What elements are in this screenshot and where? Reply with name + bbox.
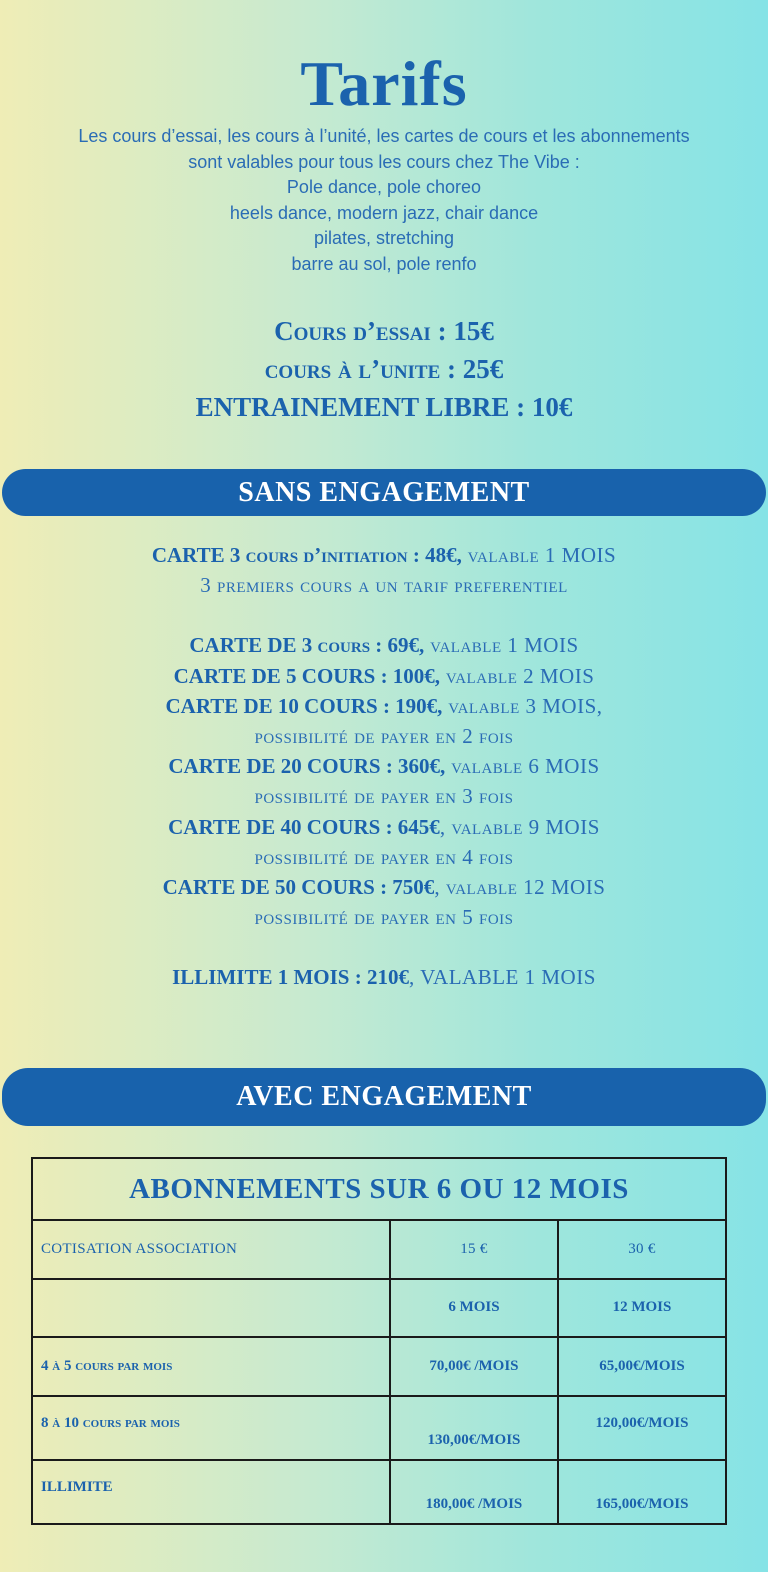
cell-6-months: 70,00€ /MOIS bbox=[390, 1337, 558, 1396]
cell-12-months: 30 € bbox=[558, 1220, 726, 1279]
table-row bbox=[32, 1220, 726, 1279]
row-label bbox=[32, 1279, 390, 1338]
card-note: possibilité de payer en 4 fois bbox=[254, 844, 514, 869]
page-title: Tarifs bbox=[300, 48, 468, 119]
card-validity: , valable 9 MOIS bbox=[439, 814, 600, 839]
single-prices bbox=[0, 312, 768, 426]
intro-text bbox=[0, 124, 768, 277]
card-10 bbox=[0, 691, 768, 721]
intro-line: Les cours d’essai, les cours à l’unité, les cartes de cours et les abonnements bbox=[78, 126, 690, 146]
intro-line: sont valables pour tous les cours chez The Vibe : bbox=[188, 151, 580, 172]
card-note: possibilité de payer en 5 fois bbox=[254, 905, 514, 930]
card-50 bbox=[0, 872, 768, 902]
card-validity: valable 6 MOIS bbox=[445, 754, 600, 779]
cell-6-months: 130,00€/MOIS bbox=[390, 1396, 558, 1460]
card-note: possibilité de payer en 2 fois bbox=[254, 724, 514, 749]
banner-commitment: AVEC ENGAGEMENT bbox=[2, 1068, 766, 1126]
card-list bbox=[0, 540, 768, 993]
card-title: ILLIMITE 1 MOIS : 210€ bbox=[172, 965, 409, 990]
card-title: CARTE 3 cours d’initiation : 48€, bbox=[151, 543, 462, 567]
row-label: ILLIMITE bbox=[32, 1460, 390, 1524]
card-validity: valable 2 MOIS bbox=[440, 663, 595, 688]
table-row bbox=[32, 1396, 726, 1460]
table-row bbox=[32, 1279, 726, 1338]
free-training-price: ENTRAINEMENT LIBRE : 10€ bbox=[195, 392, 573, 422]
table-row bbox=[32, 1460, 726, 1524]
cell-12-months: 120,00€/MOIS bbox=[558, 1396, 726, 1460]
card-validity: valable 1 MOIS bbox=[424, 633, 579, 658]
card-40 bbox=[0, 812, 768, 842]
row-label: 4 à 5 cours par mois bbox=[32, 1337, 390, 1396]
single-class-price: cours à l’unite : 25€ bbox=[264, 354, 504, 384]
card-title: CARTE DE 20 COURS : 360€, bbox=[168, 754, 446, 779]
row-label: 8 à 10 cours par mois bbox=[32, 1396, 390, 1460]
card-validity: , VALABLE 1 MOIS bbox=[408, 965, 596, 990]
card-title: CARTE DE 5 COURS : 100€, bbox=[173, 663, 441, 688]
cell-12-months: 165,00€/MOIS bbox=[558, 1460, 726, 1524]
card-20 bbox=[0, 751, 768, 781]
card-5 bbox=[0, 661, 768, 691]
banner-no-commitment: SANS ENGAGEMENT bbox=[2, 469, 766, 516]
card-initiation bbox=[0, 540, 768, 570]
card-title: CARTE DE 10 COURS : 190€, bbox=[165, 693, 443, 718]
card-3 bbox=[0, 630, 768, 660]
table-header-row bbox=[32, 1158, 726, 1220]
cell-6-months: 6 MOIS bbox=[390, 1279, 558, 1338]
card-unlimited bbox=[0, 962, 768, 992]
trial-price: Cours d’essai : 15€ bbox=[274, 316, 494, 346]
card-validity: valable 1 MOIS bbox=[461, 543, 617, 567]
table-row bbox=[32, 1337, 726, 1396]
card-title: CARTE DE 50 COURS : 750€ bbox=[162, 875, 435, 900]
intro-line: pilates, stretching bbox=[313, 228, 455, 248]
intro-line: Pole dance, pole choreo bbox=[286, 177, 482, 197]
row-label: COTISATION ASSOCIATION bbox=[32, 1220, 390, 1279]
subscription-table bbox=[31, 1157, 727, 1525]
card-validity: , valable 12 MOIS bbox=[434, 875, 606, 900]
intro-line: barre au sol, pole renfo bbox=[291, 253, 477, 274]
card-validity: valable 3 MOIS, bbox=[442, 693, 603, 718]
card-note: 3 premiers cours a un tarif preferentiel bbox=[200, 573, 568, 598]
card-note: possibilité de payer en 3 fois bbox=[254, 784, 514, 809]
table-heading: ABONNEMENTS SUR 6 OU 12 MOIS bbox=[32, 1158, 726, 1220]
card-title: CARTE DE 3 cours : 69€, bbox=[189, 633, 425, 658]
cell-12-months: 65,00€/MOIS bbox=[558, 1337, 726, 1396]
cell-6-months: 15 € bbox=[390, 1220, 558, 1279]
card-title: CARTE DE 40 COURS : 645€ bbox=[168, 814, 440, 839]
cell-6-months: 180,00€ /MOIS bbox=[390, 1460, 558, 1524]
cell-12-months: 12 MOIS bbox=[558, 1279, 726, 1338]
intro-line: heels dance, modern jazz, chair dance bbox=[229, 202, 539, 223]
